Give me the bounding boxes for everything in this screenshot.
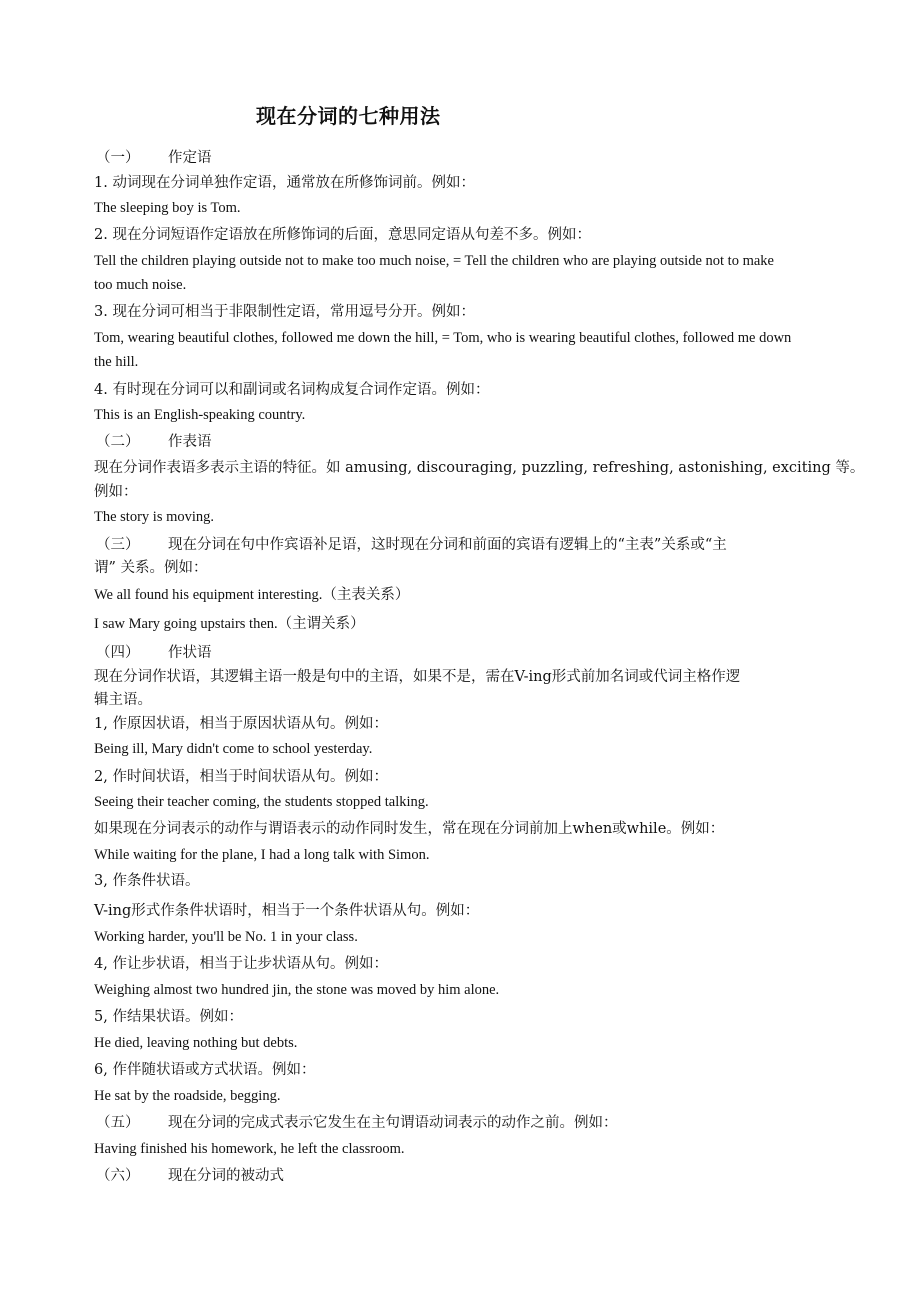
section-heading-4 (96, 642, 212, 664)
section-heading-text: 作表语 (168, 434, 212, 450)
text-line: 1. 动词现在分词单独作定语，通常放在所修饰词前。例如： (94, 175, 475, 191)
text-line: 3. 现在分词可相当于非限制性定语，常用逗号分开。例如： (94, 304, 475, 320)
section-heading-5 (96, 1112, 618, 1134)
section-heading-3 (96, 534, 727, 556)
page-title: 现在分词的七种用法 (256, 104, 441, 128)
section-number: （一） (96, 150, 140, 166)
text-line: 5, 作结果状语。例如： (94, 1009, 243, 1025)
example-line: I saw Mary going upstairs then.（主谓关系） (94, 616, 365, 632)
section-heading-text: 作状语 (168, 645, 212, 661)
text-line: 谓” 关系。例如： (94, 560, 208, 576)
example-line: The sleeping boy is Tom. (94, 200, 241, 216)
example-line: The story is moving. (94, 509, 215, 525)
text-line: 1, 作原因状语，相当于原因状语从句。例如： (94, 716, 388, 732)
example-line: He sat by the roadside, begging. (94, 1088, 281, 1104)
text-line: 现在分词作状语，其逻辑主语一般是句中的主语，如果不是，需在V-ing形式前加名词或代词主格作逻 (94, 669, 741, 685)
section-heading-6 (96, 1165, 284, 1187)
text-line: 6, 作伴随状语或方式状语。例如： (94, 1062, 316, 1078)
text-line: V-ing形式作条件状语时，相当于一个条件状语从句。例如： (94, 903, 480, 919)
section-number: （二） (96, 434, 140, 450)
section-heading-text: 现在分词的被动式 (168, 1168, 284, 1184)
example-line: Having finished his homework, he left the classroom. (94, 1141, 405, 1157)
section-number: （六） (96, 1168, 140, 1184)
example-line: Tell the children playing outside not to make too much noise, = Tell the children who are playing outside not to make (94, 253, 774, 269)
section-heading-text: 作定语 (168, 150, 212, 166)
text-line: 2. 现在分词短语作定语放在所修饰词的后面，意思同定语从句差不多。例如： (94, 227, 591, 243)
section-heading-text: 现在分词在句中作宾语补足语，这时现在分词和前面的宾语有逻辑上的“主表”关系或“主 (168, 537, 727, 553)
section-number: （三） (96, 537, 140, 553)
example-line: Weighing almost two hundred jin, the stone was moved by him alone. (94, 982, 500, 998)
section-number: （五） (96, 1115, 140, 1131)
section-heading-1 (96, 147, 212, 169)
text-line: 3, 作条件状语。 (94, 873, 200, 889)
example-line: This is an English-speaking country. (94, 407, 306, 423)
text-line: 2, 作时间状语，相当于时间状语从句。例如： (94, 769, 388, 785)
example-line: Being ill, Mary didn't come to school yesterday. (94, 741, 373, 757)
section-number: （四） (96, 645, 140, 661)
example-line: the hill. (94, 354, 139, 370)
text-line: 辑主语。 (94, 692, 152, 708)
text-line: 如果现在分词表示的动作与谓语表示的动作同时发生，常在现在分词前加上when或while。例如： (94, 821, 725, 837)
section-heading-text: 现在分词的完成式表示它发生在主句谓语动词表示的动作之前。例如： (168, 1115, 618, 1131)
example-line: Working harder, you'll be No. 1 in your class. (94, 929, 358, 945)
example-line: Seeing their teacher coming, the students stopped talking. (94, 794, 429, 810)
example-line: too much noise. (94, 277, 187, 293)
text-line: 现在分词作表语多表示主语的特征。如 amusing, discouraging, puzzling, refreshing, astonishing, exciting 等。 (94, 460, 865, 476)
section-heading-2 (96, 431, 212, 453)
example-line: While waiting for the plane, I had a long talk with Simon. (94, 847, 430, 863)
text-line: 4. 有时现在分词可以和副词或名词构成复合词作定语。例如： (94, 382, 490, 398)
text-line: 4, 作让步状语，相当于让步状语从句。例如： (94, 956, 388, 972)
example-line: Tom, wearing beautiful clothes, followed me down the hill, = Tom, who is wearing beautiful clothes, followed me down (94, 330, 792, 346)
text-line: 例如： (94, 484, 138, 500)
example-line: He died, leaving nothing but debts. (94, 1035, 298, 1051)
example-line: We all found his equipment interesting.（主表关系） (94, 587, 410, 603)
